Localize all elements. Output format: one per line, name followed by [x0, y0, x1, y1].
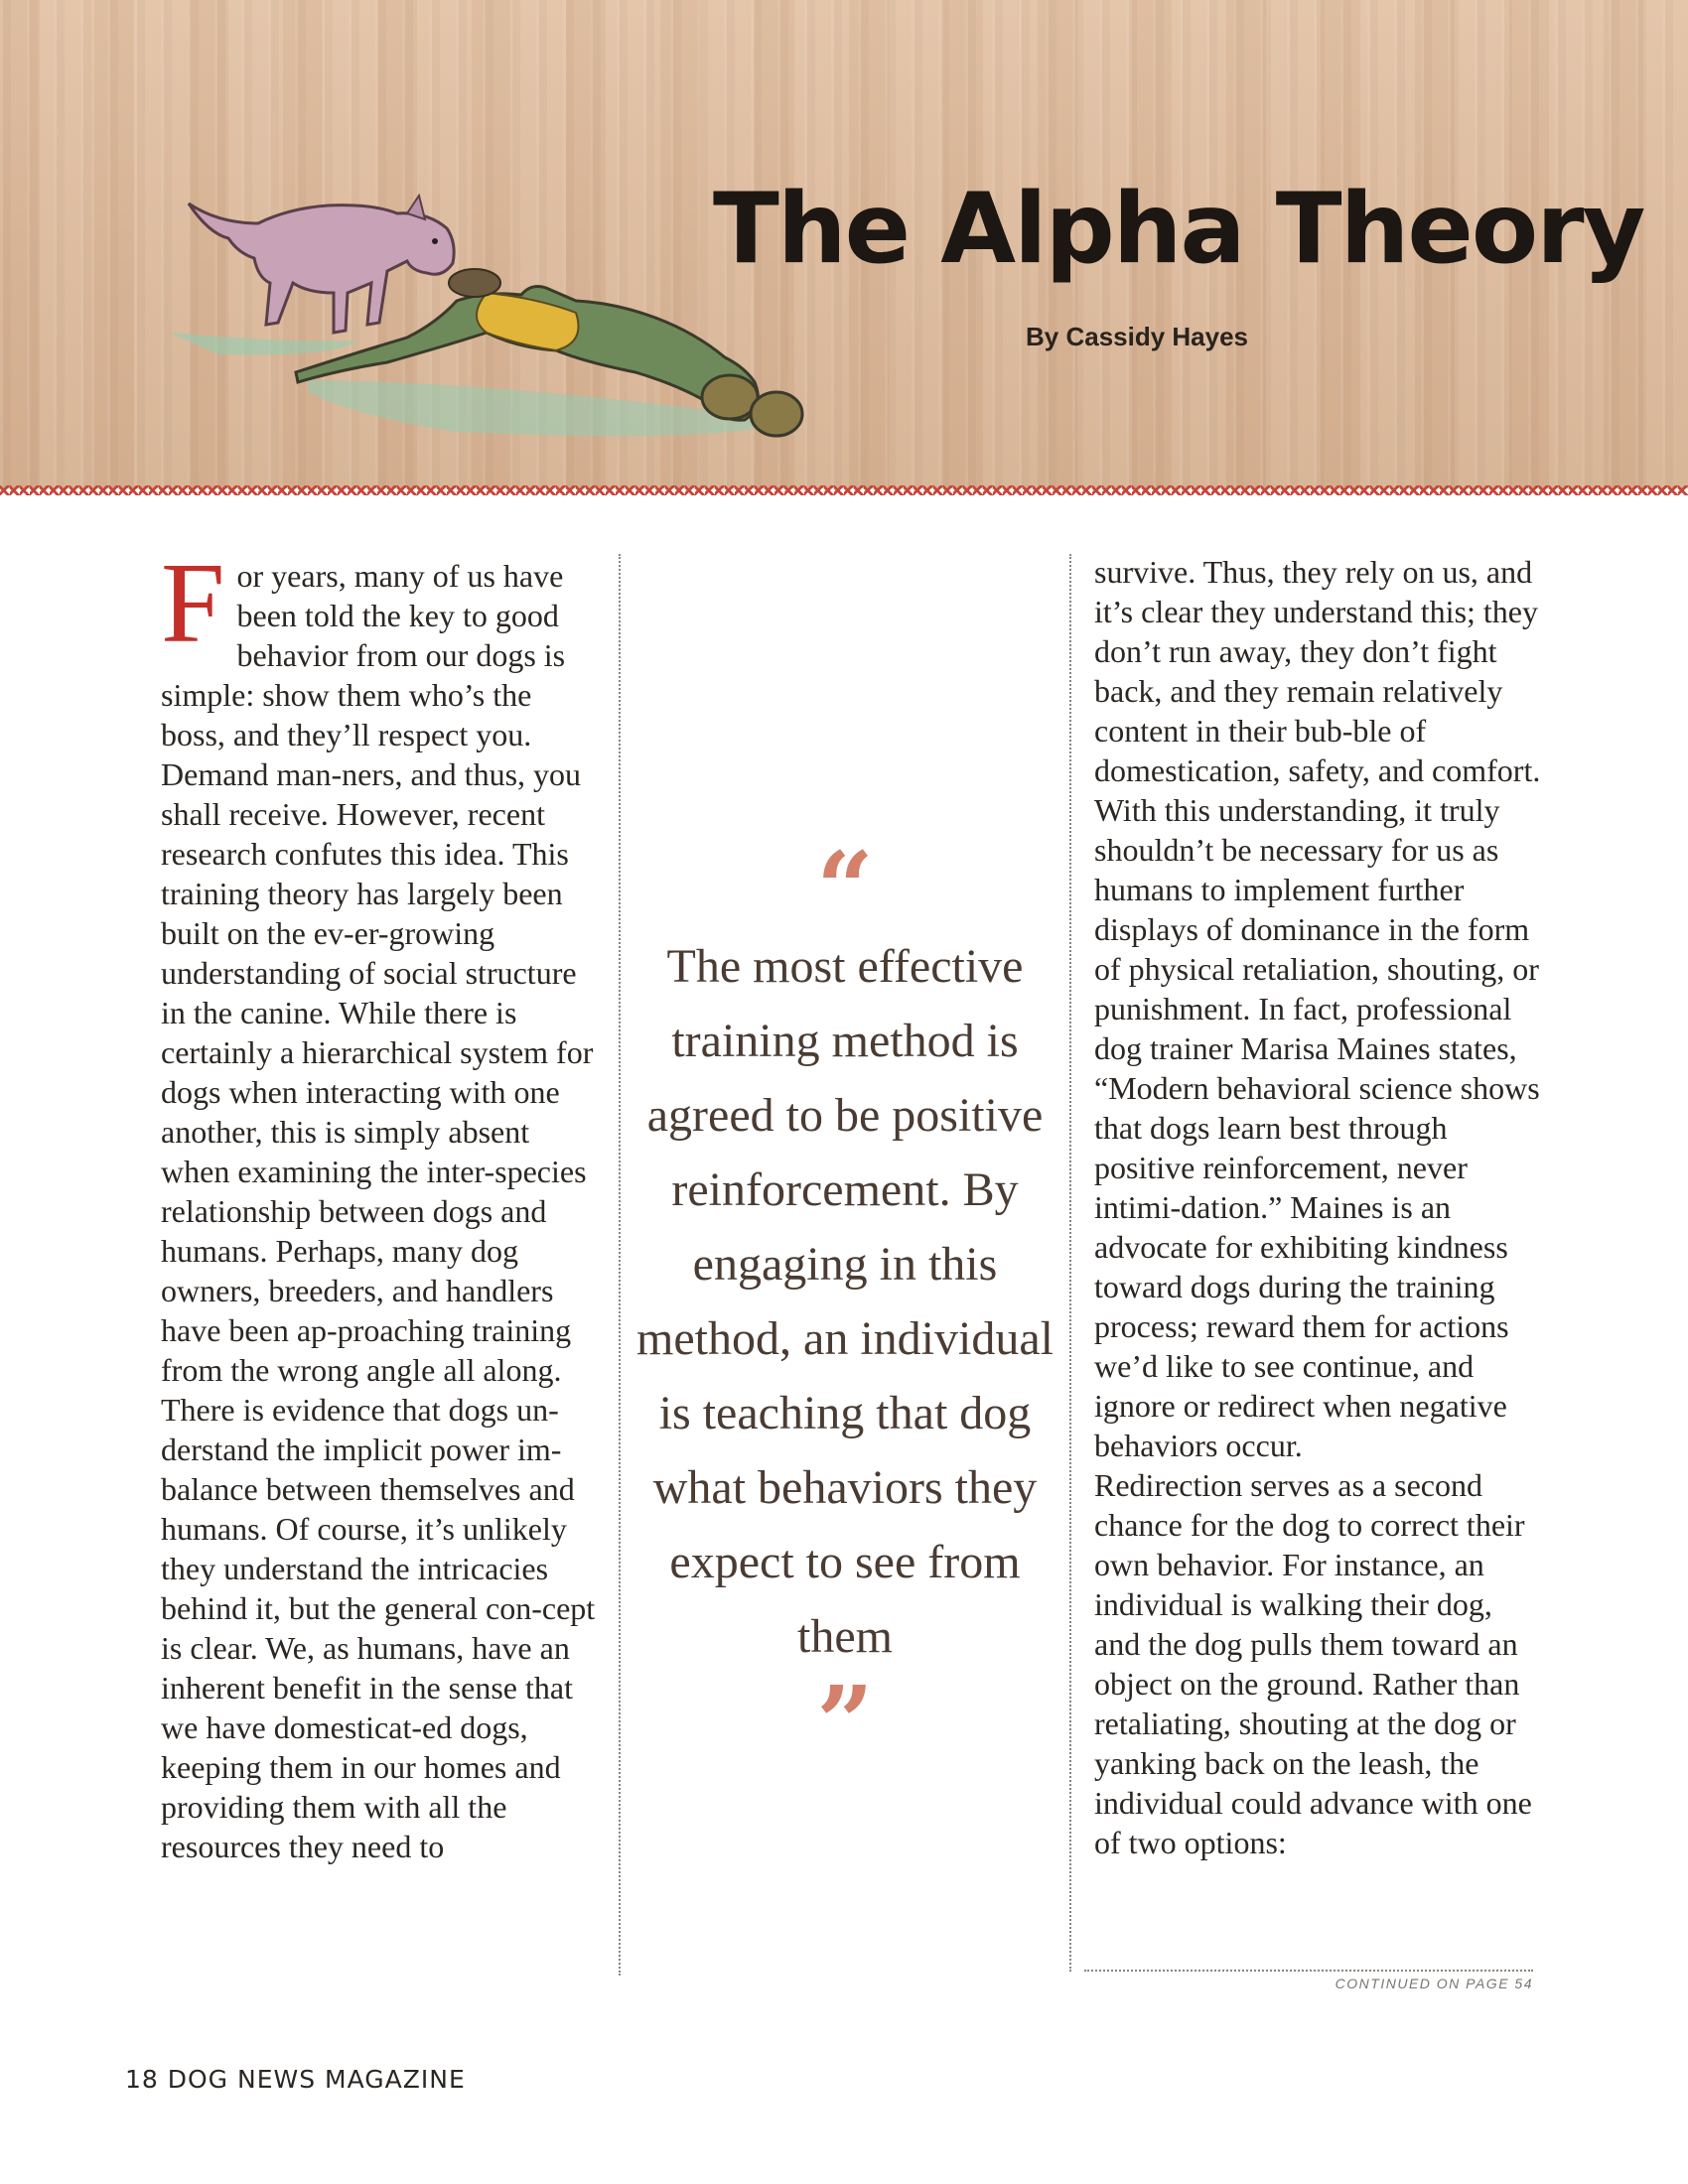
article-title: The Alpha Theory — [713, 173, 1644, 286]
column-divider — [619, 554, 621, 1976]
byline: By Cassidy Hayes — [1026, 322, 1249, 351]
decorative-border — [0, 484, 1688, 496]
continued-divider — [1084, 1970, 1533, 1972]
drop-cap: F — [161, 540, 225, 667]
column-right — [1094, 552, 1541, 1862]
paragraph: Redirection serves as a second chance for the dog to correct their own behavior. For instance, an individual is walking their dog, and the dog pulls them toward an object on the ground. Rather than retaliating, shouting at the dog or yanking back on the leash, the individual could advance with one of two options: — [1094, 1467, 1532, 1860]
paragraph: With this understanding, it truly shouldn’t be necessary for us as humans to implement further displays of dominance in the form of physical retaliation, shouting, or punishment. In fact, professional dog trainer Marisa Maines states, “Modern behavioral science shows that dogs learn best through positive reinforcement, never intimi-dation.” Maines is an advocate for exhibiting kindness toward dogs during the training process; reward them for actions we’d like to see continue, and ignore or redirect when negative behaviors occur. — [1094, 792, 1540, 1463]
header-banner — [0, 0, 1688, 488]
paragraph: or years, many of us have been told the key to good behavior from our dogs is simple: show them who’s the boss, and they’ll respect you. Demand man-ners, and thus, you shall receive. However, recent research confutes this idea. This training theory has largely been built on the ev-er-growing understanding of social structure in the canine. While there is certainly a hierarchical system for dogs when interacting with one another, this is simply absent when examining the inter-species relationship between dogs and humans. Perhaps, many dog owners, breeders, and handlers have been ap-proaching training from the wrong angle all along. — [161, 558, 594, 1388]
open-quote-icon: “ — [816, 830, 874, 947]
pull-quote — [624, 830, 1066, 1781]
column-left — [161, 540, 598, 1866]
page-footer: 18 DOG NEWS MAGAZINE — [125, 2065, 466, 2094]
close-quote-icon: ” — [816, 1664, 874, 1781]
paragraph: survive. Thus, they rely on us, and it’s clear they understand this; they don’t run away, they don’t fight back, and they remain relatively content in their bub-ble of domestication, safety, and comfort. — [1094, 554, 1541, 788]
continued-note: CONTINUED ON PAGE 54 — [1335, 1976, 1533, 1991]
column-divider — [1069, 554, 1071, 1972]
paragraph: There is evidence that dogs un-derstand the implicit power im-balance between themselves and humans. Of course, it’s unlikely they understand the intricacies behind it, but the general con-cept is clear. We, as humans, have an inherent benefit in the sense that we have domesticat-ed dogs, keeping them in our homes and providing them with all the resources they need to — [161, 1392, 596, 1864]
pull-quote-text: The most effective training method is agreed to be positive reinforcement. By engaging in this method, an individual is teaching that dog what behaviors they expect to see from them — [636, 940, 1054, 1663]
